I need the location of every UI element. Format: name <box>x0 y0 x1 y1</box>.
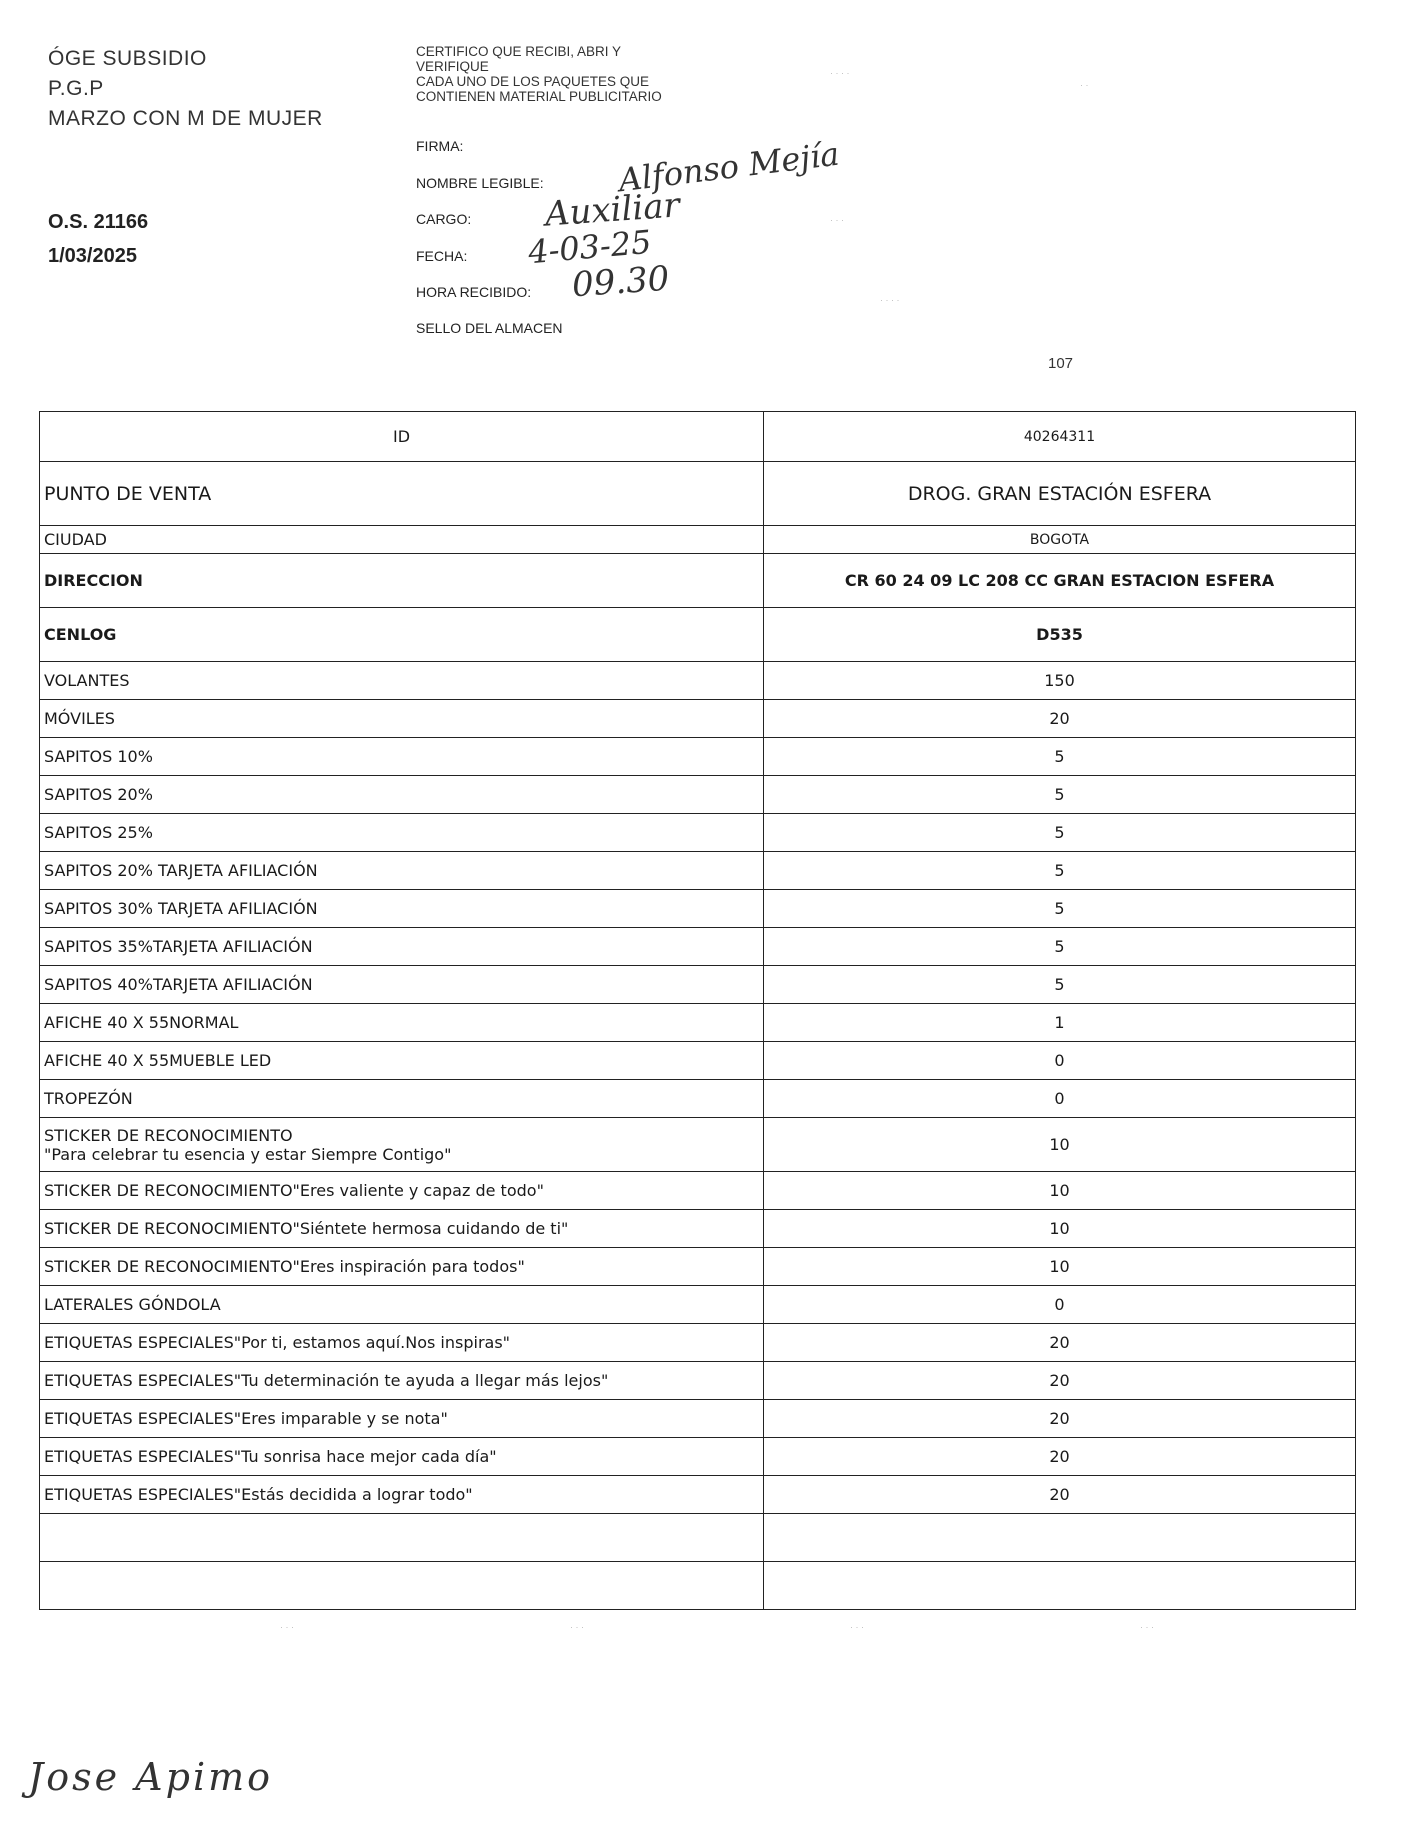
row-value: BOGOTA <box>764 526 1356 554</box>
row-value: 5 <box>764 966 1356 1004</box>
order-date: 1/03/2025 <box>48 245 137 267</box>
order-block <box>48 205 148 273</box>
row-label: VOLANTES <box>40 662 764 700</box>
row-label: ETIQUETAS ESPECIALES"Estás decidida a lograr todo" <box>40 1476 764 1514</box>
row-value: 5 <box>764 928 1356 966</box>
row-label: SAPITOS 30% TARJETA AFILIACIÓN <box>40 890 764 928</box>
nombre-handwritten: Alfonso Mejía <box>616 134 842 200</box>
certify-line: CONTIENEN MATERIAL PUBLICITARIO <box>416 89 662 104</box>
table-row <box>40 1210 1356 1248</box>
row-value <box>764 1562 1356 1610</box>
row-value: 10 <box>764 1248 1356 1286</box>
row-label-line: "Para celebrar tu esencia y estar Siempre Contigo" <box>44 1144 452 1164</box>
row-label: AFICHE 40 X 55NORMAL <box>40 1004 764 1042</box>
row-value: 10 <box>764 1172 1356 1210</box>
row-value: 0 <box>764 1080 1356 1118</box>
row-label: STICKER DE RECONOCIMIENTO"Eres inspiración para todos" <box>40 1248 764 1286</box>
fecha-handwritten: 4-03-25 <box>526 222 653 272</box>
row-value: 5 <box>764 776 1356 814</box>
footer-signature: Jose Apimo <box>28 1755 274 1799</box>
certification-text <box>416 44 662 104</box>
materials-table <box>39 411 1356 1610</box>
row-label: ETIQUETAS ESPECIALES"Tu determinación te ayuda a llegar más lejos" <box>40 1362 764 1400</box>
table-row <box>40 700 1356 738</box>
row-value <box>764 1514 1356 1562</box>
row-label: LATERALES GÓNDOLA <box>40 1286 764 1324</box>
row-value: 1 <box>764 1004 1356 1042</box>
row-label <box>40 1562 764 1610</box>
row-value: DROG. GRAN ESTACIÓN ESFERA <box>764 462 1356 526</box>
row-value: 5 <box>764 890 1356 928</box>
row-value: D535 <box>764 608 1356 662</box>
row-value: 5 <box>764 852 1356 890</box>
table-row <box>40 1438 1356 1476</box>
row-label: SAPITOS 35%TARJETA AFILIACIÓN <box>40 928 764 966</box>
row-label: SAPITOS 20% <box>40 776 764 814</box>
certify-line: CERTIFICO QUE RECIBI, ABRI Y <box>416 44 622 59</box>
page-number: 107 <box>1048 355 1074 372</box>
row-label: TROPEZÓN <box>40 1080 764 1118</box>
hora-handwritten: 09.30 <box>570 258 671 306</box>
program-line-1: ÓGE SUBSIDIO <box>48 47 207 70</box>
table-row <box>40 1324 1356 1362</box>
table-row <box>40 1286 1356 1324</box>
row-label: SAPITOS 10% <box>40 738 764 776</box>
row-label: ID <box>40 412 764 462</box>
row-label: SAPITOS 25% <box>40 814 764 852</box>
row-value: 20 <box>764 1362 1356 1400</box>
program-line-2: P.G.P <box>48 77 104 100</box>
row-value: 20 <box>764 1400 1356 1438</box>
row-value: 20 <box>764 700 1356 738</box>
hora-label: HORA RECIBIDO: <box>416 284 532 300</box>
firma-label: FIRMA: <box>416 138 464 154</box>
row-value: 150 <box>764 662 1356 700</box>
row-label <box>40 1118 764 1172</box>
row-label <box>40 1514 764 1562</box>
table-row <box>40 1514 1356 1562</box>
row-value: 20 <box>764 1476 1356 1514</box>
table-row <box>40 1248 1356 1286</box>
sello-label: SELLO DEL ALMACEN <box>416 320 563 336</box>
table-row <box>40 1562 1356 1610</box>
cargo-handwritten: Auxiliar <box>543 185 682 235</box>
table-row <box>40 608 1356 662</box>
table-row <box>40 890 1356 928</box>
row-label: SAPITOS 40%TARJETA AFILIACIÓN <box>40 966 764 1004</box>
row-label: CIUDAD <box>40 526 764 554</box>
row-value: 5 <box>764 814 1356 852</box>
table-row <box>40 1042 1356 1080</box>
header-left-block <box>48 44 323 134</box>
table-row <box>40 1118 1356 1172</box>
table-row <box>40 1476 1356 1514</box>
row-label: STICKER DE RECONOCIMIENTO"Siéntete hermosa cuidando de ti" <box>40 1210 764 1248</box>
campaign-name: MARZO CON M DE MUJER <box>48 107 323 130</box>
table-row <box>40 412 1356 462</box>
table-row <box>40 1400 1356 1438</box>
row-value: CR 60 24 09 LC 208 CC GRAN ESTACION ESFERA <box>764 554 1356 608</box>
row-label: MÓVILES <box>40 700 764 738</box>
cargo-label: CARGO: <box>416 211 472 227</box>
table-row <box>40 852 1356 890</box>
table-row <box>40 738 1356 776</box>
row-label: DIRECCION <box>40 554 764 608</box>
table-row <box>40 462 1356 526</box>
table-row <box>40 1172 1356 1210</box>
row-label: ETIQUETAS ESPECIALES"Tu sonrisa hace mejor cada día" <box>40 1438 764 1476</box>
row-value: 0 <box>764 1042 1356 1080</box>
row-label: PUNTO DE VENTA <box>40 462 764 526</box>
row-value: 20 <box>764 1324 1356 1362</box>
table-row <box>40 1004 1356 1042</box>
certify-line: CADA UNO DE LOS PAQUETES QUE <box>416 74 650 89</box>
row-value: 10 <box>764 1210 1356 1248</box>
table-row <box>40 1080 1356 1118</box>
row-label: ETIQUETAS ESPECIALES"Por ti, estamos aquí.Nos inspiras" <box>40 1324 764 1362</box>
row-value: 5 <box>764 738 1356 776</box>
table-row <box>40 814 1356 852</box>
nombre-label: NOMBRE LEGIBLE: <box>416 175 544 191</box>
table-row <box>40 662 1356 700</box>
table-row <box>40 776 1356 814</box>
row-value: 20 <box>764 1438 1356 1476</box>
row-label: CENLOG <box>40 608 764 662</box>
table-row <box>40 966 1356 1004</box>
row-value: 40264311 <box>764 412 1356 462</box>
row-value: 10 <box>764 1118 1356 1172</box>
row-label: STICKER DE RECONOCIMIENTO"Eres valiente y capaz de todo" <box>40 1172 764 1210</box>
row-label: SAPITOS 20% TARJETA AFILIACIÓN <box>40 852 764 890</box>
table-row <box>40 554 1356 608</box>
table-row <box>40 526 1356 554</box>
fecha-label: FECHA: <box>416 248 468 264</box>
order-number: O.S. 21166 <box>48 211 149 233</box>
row-label: ETIQUETAS ESPECIALES"Eres imparable y se nota" <box>40 1400 764 1438</box>
row-label-line: STICKER DE RECONOCIMIENTO <box>44 1125 293 1145</box>
table-row <box>40 1362 1356 1400</box>
row-value: 0 <box>764 1286 1356 1324</box>
certify-line: VERIFIQUE <box>416 59 489 74</box>
table-row <box>40 928 1356 966</box>
row-label: AFICHE 40 X 55MUEBLE LED <box>40 1042 764 1080</box>
